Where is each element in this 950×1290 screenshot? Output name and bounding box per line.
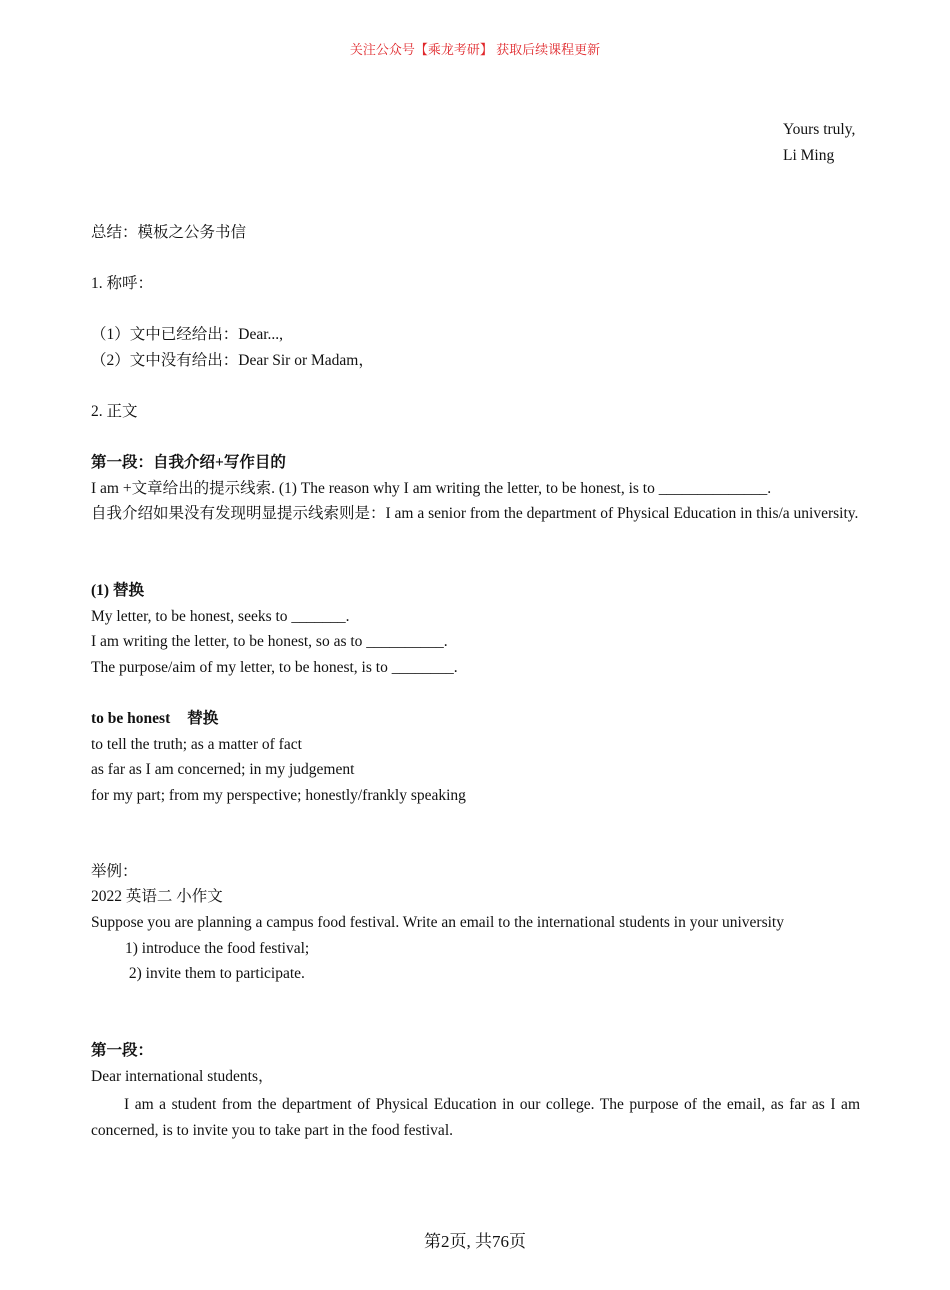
example-prompt: Suppose you are planning a campus food festival. Write an email to the international students in your university xyxy=(91,914,784,931)
replace2-item: for my part; from my perspective; honestly/frankly speaking xyxy=(91,787,466,804)
replace2-item: to tell the truth; as a matter of fact xyxy=(91,736,302,753)
closing-line1: Yours truly, xyxy=(783,121,856,138)
sample-heading: 第一段： xyxy=(91,1042,154,1059)
replace2-heading-cn: 替换 xyxy=(187,710,219,727)
example-task: 1) introduce the food festival; xyxy=(125,940,310,957)
section1-item: （1）文中已经给出：Dear..., xyxy=(91,326,284,343)
example-task: 2) invite them to participate. xyxy=(125,965,305,982)
closing-signature: Li Ming xyxy=(783,147,835,164)
replace1-item: The purpose/aim of my letter, to be honest, is to ________. xyxy=(91,659,458,676)
replace2-heading xyxy=(91,709,218,729)
replace1-item: I am writing the letter, to be honest, so as to __________. xyxy=(91,633,448,650)
paragraph1-line2: 自我介绍如果没有发现明显提示线索则是：I am a senior from the department of Physical Education in this/a university. xyxy=(91,505,859,522)
section2-title: 2. 正文 xyxy=(91,403,138,420)
example-source: 2022 英语二 小作文 xyxy=(91,888,223,905)
page-number: 第2页, 共76页 xyxy=(424,1232,526,1251)
sample-salutation: Dear international students， xyxy=(91,1068,274,1085)
replace2-heading-en: to be honest xyxy=(91,710,171,727)
summary-title: 总结：模板之公务书信 xyxy=(91,224,247,241)
paragraph1-heading: 第一段：自我介绍+写作目的 xyxy=(91,454,286,471)
header-notice: 关注公众号【乘龙考研】 获取后续课程更新 xyxy=(349,42,601,57)
sample-body: I am a student from the department of Physical Education in our college. The purpose of the email, as far as I am concerned, is to invite you to take part in the food festival. xyxy=(91,1096,860,1139)
section1-title: 1. 称呼： xyxy=(91,275,154,292)
replace1-item: My letter, to be honest, seeks to _______. xyxy=(91,608,350,625)
section1-item: （2）文中没有给出：Dear Sir or Madam， xyxy=(91,352,374,369)
replace1-heading: (1) 替换 xyxy=(91,582,144,599)
paragraph1-line1: I am +文章给出的提示线索. (1) The reason why I am writing the letter, to be honest, is to ______________. xyxy=(91,480,772,497)
replace2-item: as far as I am concerned; in my judgement xyxy=(91,761,355,778)
example-label: 举例： xyxy=(91,863,138,880)
